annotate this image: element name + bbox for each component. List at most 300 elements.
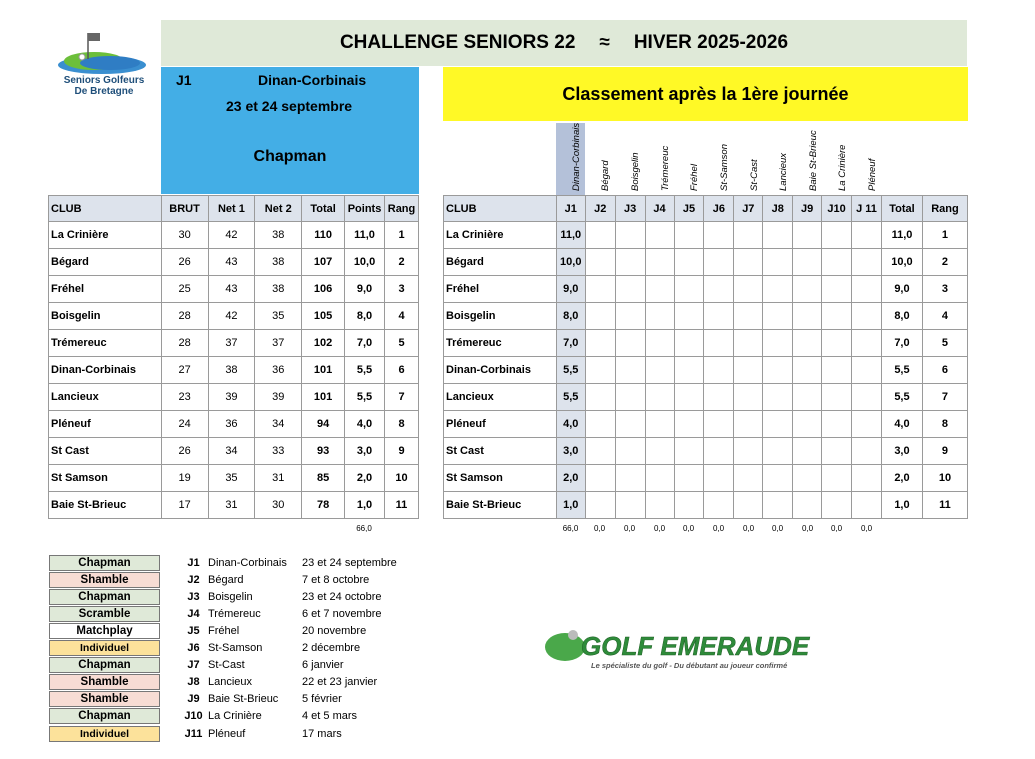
host-club: St-Cast	[208, 659, 245, 672]
column-header: Rang	[385, 196, 419, 222]
empty-cell	[734, 438, 763, 465]
table-cell: 35	[208, 465, 255, 492]
format-label: Chapman	[49, 555, 160, 571]
empty-cell	[734, 492, 763, 519]
table-cell: 102	[302, 330, 345, 357]
empty-cell	[763, 222, 793, 249]
empty-cell	[615, 411, 645, 438]
empty-cell	[585, 384, 615, 411]
total-points: 2,0	[882, 465, 923, 492]
club-name: St Samson	[49, 465, 162, 492]
club-name: Fréhel	[444, 276, 557, 303]
round-code: J2	[187, 573, 200, 586]
table-row	[49, 357, 419, 384]
table-cell: 5,5	[345, 357, 385, 384]
round-code: J5	[187, 624, 200, 637]
empty-cell	[793, 222, 822, 249]
empty-cell	[615, 384, 645, 411]
table-cell: 7	[385, 384, 419, 411]
empty-cell	[585, 357, 615, 384]
venue-label: Lancieux	[777, 152, 789, 191]
table-row	[444, 222, 968, 249]
host-club: Pléneuf	[208, 727, 246, 740]
round-date: 4 et 5 mars	[302, 710, 358, 723]
empty-cell	[674, 411, 704, 438]
empty-cell	[674, 303, 704, 330]
round-date: 23 et 24 octobre	[302, 590, 382, 603]
club-name: La Crinière	[49, 222, 162, 249]
empty-cell	[763, 384, 793, 411]
table-cell: 5	[385, 330, 419, 357]
total-points: 5,5	[882, 384, 923, 411]
empty-cell	[645, 384, 674, 411]
table-cell: 42	[208, 303, 255, 330]
column-header: Points	[345, 196, 385, 222]
table-cell: 78	[302, 492, 345, 519]
empty-cell	[645, 303, 674, 330]
venue-label: Trémereuc	[659, 145, 671, 191]
club-name: La Crinière	[444, 222, 557, 249]
column-total: 66,0	[562, 524, 579, 533]
round-code: J8	[187, 676, 200, 689]
table-cell: 105	[302, 303, 345, 330]
table-cell: 34	[208, 438, 255, 465]
empty-cell	[763, 411, 793, 438]
table-row	[49, 249, 419, 276]
club-name: St Cast	[444, 438, 557, 465]
empty-cell	[615, 303, 645, 330]
empty-cell	[734, 276, 763, 303]
column-header: J3	[615, 196, 645, 222]
table-cell: 8,0	[345, 303, 385, 330]
empty-cell	[763, 276, 793, 303]
empty-cell	[704, 303, 734, 330]
empty-cell	[793, 276, 822, 303]
empty-cell	[585, 249, 615, 276]
club-name: Baie St-Brieuc	[444, 492, 557, 519]
table-cell: 31	[208, 492, 255, 519]
venue-header	[615, 123, 644, 195]
schedule-row	[49, 725, 469, 742]
total-points: 7,0	[882, 330, 923, 357]
empty-cell	[822, 303, 852, 330]
empty-cell	[822, 249, 852, 276]
column-header: Net 1	[208, 196, 255, 222]
table-cell: 19	[161, 465, 208, 492]
table-row	[49, 465, 419, 492]
standings-table	[443, 195, 968, 519]
format-label: Chapman	[49, 708, 160, 724]
empty-cell	[793, 492, 822, 519]
schedule-row	[49, 657, 469, 674]
empty-cell	[674, 357, 704, 384]
empty-cell	[645, 438, 674, 465]
table-cell: 37	[255, 330, 302, 357]
column-total: 0,0	[653, 524, 666, 533]
empty-cell	[852, 357, 882, 384]
empty-cell	[822, 276, 852, 303]
table-cell: 26	[161, 249, 208, 276]
round-code: J1	[187, 556, 200, 569]
table-row	[49, 438, 419, 465]
club-name: Lancieux	[49, 384, 162, 411]
round-formula: Chapman	[253, 148, 327, 165]
club-name: Fréhel	[49, 276, 162, 303]
format-label: Individuel	[49, 640, 160, 656]
empty-cell	[615, 492, 645, 519]
empty-cell	[822, 330, 852, 357]
club-name: Dinan-Corbinais	[444, 357, 557, 384]
schedule-row	[49, 571, 469, 588]
empty-cell	[704, 492, 734, 519]
table-cell: 25	[161, 276, 208, 303]
empty-cell	[704, 465, 734, 492]
table-cell: 1	[385, 222, 419, 249]
format-label: Matchplay	[49, 623, 160, 639]
empty-cell	[704, 384, 734, 411]
table-cell: 17	[161, 492, 208, 519]
title-left: CHALLENGE SENIORS 22	[339, 32, 576, 53]
j1-points: 8,0	[556, 303, 585, 330]
schedule-row	[49, 622, 469, 639]
venue-header	[822, 123, 851, 195]
empty-cell	[585, 411, 615, 438]
points-total: 66,0	[356, 524, 372, 533]
table-cell: 110	[302, 222, 345, 249]
logo-line1: Seniors Golfeurs	[63, 75, 145, 86]
host-club: Dinan-Corbinais	[208, 556, 287, 569]
empty-cell	[674, 330, 704, 357]
column-header: J10	[822, 196, 852, 222]
empty-cell	[615, 249, 645, 276]
empty-cell	[763, 303, 793, 330]
empty-cell	[704, 222, 734, 249]
column-header: J5	[674, 196, 704, 222]
round-date: 20 novembre	[302, 624, 367, 637]
round-code: J7	[187, 659, 200, 672]
empty-cell	[615, 357, 645, 384]
empty-cell	[763, 438, 793, 465]
host-club: Fréhel	[208, 624, 240, 637]
schedule-row	[49, 691, 469, 708]
table-cell: 2,0	[345, 465, 385, 492]
empty-cell	[793, 465, 822, 492]
total-points: 3,0	[882, 438, 923, 465]
round-date: 7 et 8 octobre	[302, 573, 370, 586]
empty-cell	[793, 384, 822, 411]
table-row	[444, 492, 968, 519]
venue-header	[852, 123, 881, 195]
empty-cell	[822, 465, 852, 492]
rank: 3	[922, 276, 967, 303]
total-points: 5,5	[882, 357, 923, 384]
j1-points: 7,0	[556, 330, 585, 357]
table-cell: 33	[255, 438, 302, 465]
empty-cell	[734, 384, 763, 411]
round-results-table	[48, 195, 419, 519]
table-cell: 9	[385, 438, 419, 465]
round-code: J3	[187, 590, 200, 603]
table-cell: 3	[385, 276, 419, 303]
empty-cell	[763, 465, 793, 492]
table-cell: 6	[385, 357, 419, 384]
empty-cell	[763, 249, 793, 276]
table-cell: 106	[302, 276, 345, 303]
venue-label: Baie St-Brieuc	[807, 130, 819, 191]
empty-cell	[704, 276, 734, 303]
empty-cell	[734, 411, 763, 438]
table-cell: 9,0	[345, 276, 385, 303]
table-cell: 27	[161, 357, 208, 384]
empty-cell	[763, 492, 793, 519]
empty-cell	[763, 357, 793, 384]
venue-header	[793, 123, 822, 195]
column-header: J9	[793, 196, 822, 222]
club-name: Bégard	[444, 249, 557, 276]
club-name: St Samson	[444, 465, 557, 492]
table-row	[444, 384, 968, 411]
empty-cell	[793, 438, 822, 465]
empty-cell	[734, 303, 763, 330]
round-date: 6 et 7 novembre	[302, 607, 382, 620]
round-club: Dinan-Corbinais	[258, 72, 367, 88]
table-cell: 5,5	[345, 384, 385, 411]
round-code: J9	[187, 693, 200, 706]
club-name: Lancieux	[444, 384, 557, 411]
empty-cell	[645, 465, 674, 492]
round-code: J10	[184, 710, 203, 723]
rank: 8	[922, 411, 967, 438]
table-cell: 94	[302, 411, 345, 438]
title-separator: ≈	[599, 32, 610, 53]
club-name: Boisgelin	[49, 303, 162, 330]
svg-text:GOLF EMERAUDE: GOLF EMERAUDE	[581, 631, 810, 661]
empty-cell	[852, 438, 882, 465]
host-club: Lancieux	[208, 676, 253, 689]
table-row	[444, 249, 968, 276]
empty-cell	[674, 276, 704, 303]
empty-cell	[822, 357, 852, 384]
table-cell: 35	[255, 303, 302, 330]
title-right: HIVER 2025-2026	[633, 32, 789, 53]
schedule-row	[49, 708, 469, 725]
club-name: Bégard	[49, 249, 162, 276]
column-header: Total	[302, 196, 345, 222]
column-header: J6	[704, 196, 734, 222]
j1-points: 11,0	[556, 222, 585, 249]
empty-cell	[704, 249, 734, 276]
empty-cell	[615, 222, 645, 249]
table-row	[444, 357, 968, 384]
venue-header	[734, 123, 763, 195]
golf-emeraude-logo	[543, 625, 863, 675]
round-date: 17 mars	[302, 727, 342, 740]
table-cell: 43	[208, 249, 255, 276]
column-total: 0,0	[593, 524, 606, 533]
rank: 1	[922, 222, 967, 249]
empty-cell	[822, 438, 852, 465]
table-cell: 8	[385, 411, 419, 438]
round-code: J1	[176, 72, 192, 88]
column-header: Net 2	[255, 196, 302, 222]
round-date: 23 et 24 septembre	[226, 98, 353, 114]
empty-cell	[615, 438, 645, 465]
table-cell: 39	[255, 384, 302, 411]
host-club: La Crinière	[208, 710, 262, 723]
logo-text	[52, 75, 156, 97]
empty-cell	[674, 465, 704, 492]
table-cell: 43	[208, 276, 255, 303]
table-row	[49, 492, 419, 519]
empty-cell	[822, 411, 852, 438]
round-date: 22 et 23 janvier	[302, 676, 378, 689]
empty-cell	[645, 492, 674, 519]
empty-cell	[585, 222, 615, 249]
table-cell: 10	[385, 465, 419, 492]
column-total: 0,0	[712, 524, 725, 533]
venue-label: La Crinière	[836, 144, 848, 191]
page-title	[161, 20, 967, 66]
table-cell: 37	[208, 330, 255, 357]
rank: 9	[922, 438, 967, 465]
table-cell: 31	[255, 465, 302, 492]
format-label: Chapman	[49, 657, 160, 673]
club-name: Trémereuc	[444, 330, 557, 357]
empty-cell	[674, 384, 704, 411]
table-cell: 23	[161, 384, 208, 411]
empty-cell	[585, 465, 615, 492]
total-points: 4,0	[882, 411, 923, 438]
table-cell: 2	[385, 249, 419, 276]
format-label: Chapman	[49, 589, 160, 605]
column-header: Total	[882, 196, 923, 222]
rank: 6	[922, 357, 967, 384]
empty-cell	[852, 330, 882, 357]
column-total: 0,0	[682, 524, 695, 533]
venue-header	[556, 123, 585, 195]
empty-cell	[704, 411, 734, 438]
logo-line2: De Bretagne	[74, 86, 134, 97]
empty-cell	[852, 303, 882, 330]
empty-cell	[645, 222, 674, 249]
venue-label: Boisgelin	[629, 152, 641, 191]
venue-label: St-Cast	[748, 159, 760, 191]
empty-cell	[704, 330, 734, 357]
table-cell: 4,0	[345, 411, 385, 438]
schedule-row	[49, 554, 469, 571]
empty-cell	[852, 492, 882, 519]
round-date: 23 et 24 septembre	[302, 556, 397, 569]
empty-cell	[674, 222, 704, 249]
club-name: Boisgelin	[444, 303, 557, 330]
table-cell: 39	[208, 384, 255, 411]
empty-cell	[852, 276, 882, 303]
venue-header	[645, 123, 674, 195]
empty-cell	[645, 249, 674, 276]
table-cell: 38	[255, 249, 302, 276]
table-cell: 28	[161, 303, 208, 330]
empty-cell	[615, 276, 645, 303]
table-cell: 11	[385, 492, 419, 519]
round-date: 5 février	[302, 693, 342, 706]
j1-points: 5,5	[556, 357, 585, 384]
table-cell: 11,0	[345, 222, 385, 249]
rank: 2	[922, 249, 967, 276]
column-total: 0,0	[860, 524, 873, 533]
table-cell: 38	[208, 357, 255, 384]
empty-cell	[822, 222, 852, 249]
schedule-row	[49, 674, 469, 691]
round-code: J11	[184, 727, 203, 740]
empty-cell	[793, 330, 822, 357]
empty-cell	[645, 411, 674, 438]
empty-cell	[763, 330, 793, 357]
column-header: J4	[645, 196, 674, 222]
format-label: Scramble	[49, 606, 160, 622]
empty-cell	[674, 438, 704, 465]
format-label: Shamble	[49, 572, 160, 588]
round-code: J4	[187, 607, 200, 620]
empty-cell	[852, 249, 882, 276]
host-club: Trémereuc	[208, 607, 261, 620]
table-row	[49, 384, 419, 411]
sponsor-tagline: Le spécialiste du golf - Du débutant au joueur confirmé	[591, 661, 788, 670]
table-row	[444, 303, 968, 330]
table-row	[49, 222, 419, 249]
empty-cell	[704, 438, 734, 465]
empty-cell	[852, 222, 882, 249]
host-club: St-Samson	[208, 642, 263, 654]
rank: 5	[922, 330, 967, 357]
empty-cell	[793, 357, 822, 384]
j1-points: 9,0	[556, 276, 585, 303]
empty-cell	[585, 438, 615, 465]
table-cell: 10,0	[345, 249, 385, 276]
table-cell: 38	[255, 222, 302, 249]
venue-header	[674, 123, 703, 195]
table-row	[444, 276, 968, 303]
table-cell: 30	[161, 222, 208, 249]
j1-points: 2,0	[556, 465, 585, 492]
venue-label: Dinan-Corbinais	[570, 122, 582, 191]
column-header: J7	[734, 196, 763, 222]
j1-points: 10,0	[556, 249, 585, 276]
table-cell: 34	[255, 411, 302, 438]
empty-cell	[645, 357, 674, 384]
column-header: Rang	[922, 196, 967, 222]
rank: 7	[922, 384, 967, 411]
table-cell: 101	[302, 384, 345, 411]
column-header: CLUB	[49, 196, 162, 222]
empty-cell	[585, 330, 615, 357]
column-header: J 11	[852, 196, 882, 222]
venue-label: Bégard	[599, 160, 611, 191]
column-total: 0,0	[742, 524, 755, 533]
table-cell: 42	[208, 222, 255, 249]
host-club: Boisgelin	[208, 590, 253, 603]
empty-cell	[674, 249, 704, 276]
venue-label: Pléneuf	[866, 158, 878, 191]
host-club: Bégard	[208, 573, 244, 586]
table-row	[49, 303, 419, 330]
schedule-row	[49, 605, 469, 622]
table-cell: 101	[302, 357, 345, 384]
schedule-row	[49, 588, 469, 605]
table-cell: 1,0	[345, 492, 385, 519]
table-cell: 93	[302, 438, 345, 465]
table-cell: 3,0	[345, 438, 385, 465]
j1-points: 3,0	[556, 438, 585, 465]
